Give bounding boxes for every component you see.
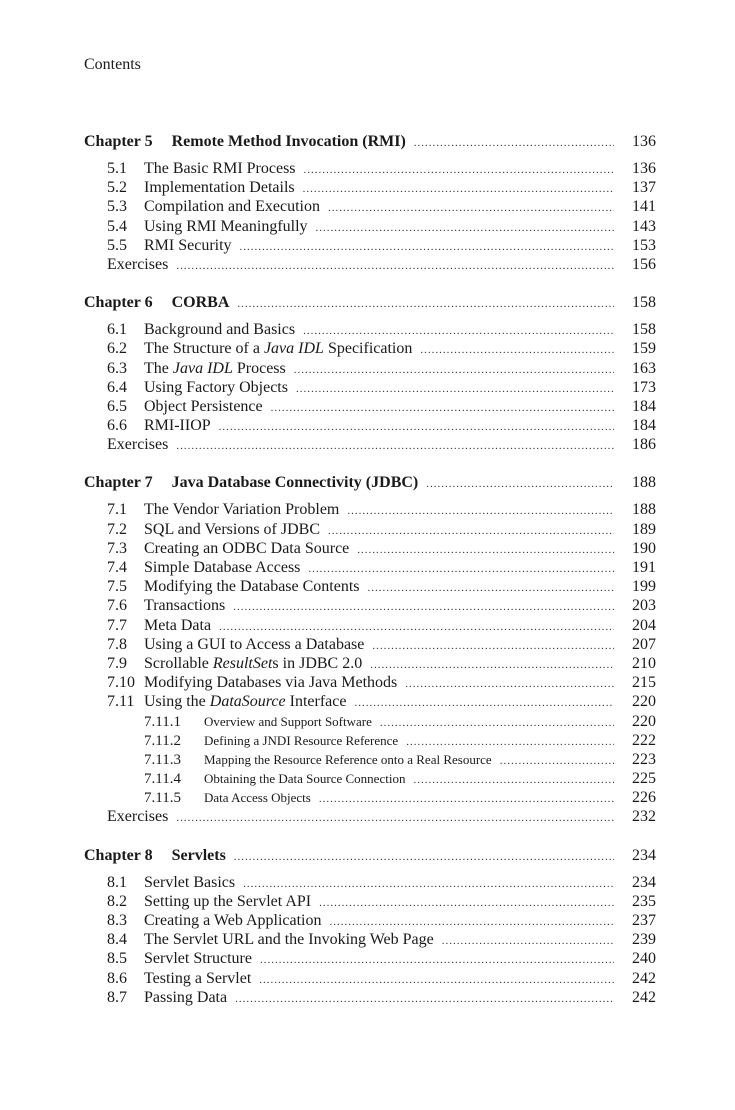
section-title-emphasis: ResultSet	[212, 654, 273, 672]
section-title: Using RMI Meaningfully	[144, 217, 308, 235]
section-number: 6.3	[107, 359, 127, 377]
page-number: 137	[632, 179, 656, 197]
chapter-title: CORBA	[171, 294, 230, 312]
dot-leader	[500, 752, 614, 771]
section-title-post: Process	[232, 359, 286, 377]
chapter-heading[interactable]	[84, 292, 656, 314]
section-number: 7.9	[107, 654, 127, 672]
dot-leader	[296, 380, 614, 399]
toc-entry[interactable]	[84, 500, 656, 519]
dot-leader	[240, 238, 614, 257]
section-title: Exercises	[107, 436, 169, 454]
page-number: 239	[632, 931, 656, 949]
section-title: RMI-IIOP	[144, 417, 211, 435]
section-title: Data Access Objects	[204, 790, 311, 806]
section-title: Testing a Servlet	[144, 969, 252, 987]
section-number: 7.11.2	[144, 732, 181, 749]
section-title: Obtaining the Data Source Connection	[204, 771, 406, 787]
section-title-post: Specification	[323, 340, 413, 358]
section-title: Compilation and Execution	[144, 198, 320, 216]
page-number: 220	[632, 693, 656, 711]
section-title: Setting up the Servlet API	[144, 892, 312, 910]
section-number: 7.3	[107, 539, 127, 557]
toc-entry[interactable]	[84, 731, 656, 750]
section-title: Transactions	[144, 597, 226, 615]
toc-entry[interactable]	[84, 539, 656, 558]
toc-entry[interactable]	[84, 558, 656, 577]
table-of-contents	[84, 131, 656, 1007]
section-title-pre: The Structure of a	[144, 340, 264, 358]
section-title: Background and Basics	[144, 321, 296, 339]
section-title: Modifying the Database Contents	[144, 578, 360, 596]
page-number: 223	[632, 750, 656, 768]
chapter-title: Remote Method Invocation (RMI)	[171, 133, 406, 150]
page-number: 199	[632, 578, 656, 596]
exercises-entry[interactable]	[84, 255, 656, 274]
page-number: 184	[632, 417, 656, 435]
page-number: 242	[632, 988, 656, 1006]
section-title: Passing Data	[144, 988, 228, 1006]
dot-leader	[304, 161, 614, 180]
toc-entry[interactable]	[84, 416, 656, 435]
section-title: Object Persistence	[144, 397, 263, 415]
toc-entry[interactable]	[84, 969, 656, 988]
section-title-post: Interface	[285, 693, 347, 711]
page-number: 234	[632, 873, 656, 891]
chapter-number: Chapter 5	[84, 133, 153, 150]
section-title: Using a GUI to Access a Database	[144, 635, 365, 653]
page-number: 240	[632, 950, 656, 968]
toc-entry[interactable]	[84, 949, 656, 968]
section-number: 7.11	[107, 693, 135, 711]
dot-leader	[237, 293, 614, 315]
page-number: 225	[632, 770, 656, 788]
section-title	[144, 654, 362, 673]
section-title-emphasis: DataSource	[209, 693, 286, 711]
page-number: 136	[632, 133, 656, 150]
section-title-emphasis: Java IDL	[172, 359, 233, 377]
page-number: 242	[632, 969, 656, 987]
section-title: Overview and Support Software	[204, 713, 372, 729]
dot-leader	[442, 932, 614, 951]
toc-entry[interactable]	[84, 339, 656, 358]
toc-entry[interactable]	[84, 635, 656, 654]
toc-entry[interactable]	[84, 577, 656, 596]
dot-leader	[414, 132, 614, 154]
toc-entry[interactable]	[84, 359, 656, 378]
dot-leader	[413, 771, 614, 790]
page-number: 186	[632, 436, 656, 454]
chapter-title: Java Database Connectivity (JDBC)	[171, 474, 419, 492]
toc-entry[interactable]	[84, 873, 656, 892]
section-number: 5.5	[107, 236, 127, 254]
chapter-title: Servlets	[171, 846, 226, 864]
dot-leader	[347, 502, 614, 521]
chapter-heading[interactable]	[84, 131, 656, 153]
section-title: SQL and Versions of JDBC	[144, 520, 321, 538]
dot-leader	[235, 990, 614, 1009]
page-number: 204	[632, 616, 656, 634]
section-title: Defining a JNDI Resource Reference	[204, 732, 399, 748]
dot-leader	[372, 637, 614, 656]
toc-entry[interactable]	[84, 788, 656, 807]
toc-entry[interactable]	[84, 178, 656, 197]
section-title: RMI Security	[144, 236, 232, 254]
page-number: 203	[632, 597, 656, 615]
section-title: Exercises	[107, 255, 169, 273]
dot-leader	[316, 219, 614, 238]
section-number: 7.5	[107, 578, 127, 596]
section-number: 8.1	[107, 873, 127, 891]
dot-leader	[219, 418, 614, 437]
section-title: Using Factory Objects	[144, 378, 288, 396]
section-number: 7.7	[107, 616, 127, 634]
exercises-entry[interactable]	[84, 435, 656, 454]
section-title: The Basic RMI Process	[144, 160, 296, 177]
section-number: 8.7	[107, 988, 127, 1006]
chapter-heading[interactable]	[84, 845, 656, 867]
toc-entry[interactable]	[84, 397, 656, 416]
section-title: Exercises	[107, 808, 169, 826]
page-number: 153	[632, 236, 656, 254]
page-number: 207	[632, 635, 656, 653]
section-title: Mapping the Resource Reference onto a Real Resource	[204, 751, 492, 767]
section-title: The Servlet URL and the Invoking Web Page	[144, 931, 434, 949]
dot-leader	[370, 656, 614, 675]
section-number: 8.3	[107, 912, 127, 929]
toc-entry[interactable]	[84, 520, 656, 539]
section-title: Servlet Structure	[144, 950, 252, 968]
section-title: The Vendor Variation Problem	[144, 501, 340, 519]
dot-leader	[319, 790, 614, 809]
page-number: 189	[632, 520, 656, 538]
section-title: Creating a Web Application	[144, 912, 322, 929]
section-number: 6.5	[107, 397, 127, 415]
toc-entry[interactable]	[84, 616, 656, 635]
section-number: 8.4	[107, 931, 127, 949]
page-number: 188	[632, 501, 656, 519]
section-title: Simple Database Access	[144, 559, 301, 576]
toc-entry[interactable]	[84, 236, 656, 255]
page-number: 136	[632, 160, 656, 177]
section-title: Servlet Basics	[144, 873, 236, 891]
page-number: 232	[632, 808, 656, 826]
page-number: 191	[632, 559, 656, 576]
toc-entry[interactable]	[84, 673, 656, 692]
section-number: 6.1	[107, 321, 127, 339]
toc-entry[interactable]	[84, 378, 656, 397]
toc-entry[interactable]	[84, 217, 656, 236]
page-number: 234	[632, 846, 656, 864]
section-number: 7.11.5	[144, 790, 181, 807]
toc-entry[interactable]	[84, 654, 656, 673]
toc-entry[interactable]	[84, 930, 656, 949]
page-number: 210	[632, 654, 656, 672]
toc-entry[interactable]	[84, 911, 656, 930]
page-number: 159	[632, 340, 656, 358]
dot-leader	[328, 199, 614, 218]
page-number: 235	[632, 892, 656, 910]
toc-entry[interactable]	[84, 320, 656, 339]
toc-entry[interactable]	[84, 596, 656, 615]
dot-leader	[426, 473, 614, 495]
dot-leader	[233, 598, 614, 617]
chapter-gap	[84, 274, 656, 292]
section-number: 8.6	[107, 969, 127, 987]
dot-leader	[294, 361, 614, 380]
section-title-pre: Using the	[144, 693, 210, 711]
chapter-heading[interactable]	[84, 472, 656, 494]
chapter-number: Chapter 7	[84, 474, 153, 492]
section-number: 7.11.1	[144, 713, 181, 730]
dot-leader	[328, 522, 614, 541]
toc-entry[interactable]	[84, 750, 656, 769]
dot-leader	[234, 846, 614, 868]
page-number: 188	[632, 474, 656, 492]
dot-leader	[405, 675, 614, 694]
section-number: 7.10	[107, 674, 135, 692]
page-number: 184	[632, 397, 656, 415]
toc-entry[interactable]	[84, 692, 656, 711]
dot-leader	[176, 437, 614, 456]
page-number: 143	[632, 217, 656, 235]
section-title-post: s in JDBC 2.0	[272, 654, 363, 672]
dot-leader	[303, 180, 614, 199]
section-number: 6.2	[107, 340, 127, 358]
running-head: Contents	[84, 56, 141, 73]
section-title	[144, 339, 412, 358]
page-number: 215	[632, 674, 656, 692]
section-number: 6.6	[107, 417, 127, 435]
page-number: 158	[632, 294, 656, 312]
dot-leader	[176, 809, 614, 828]
page-number: 156	[632, 255, 656, 273]
dot-leader	[319, 894, 614, 913]
section-number: 5.3	[107, 198, 127, 216]
chapter-gap	[84, 454, 656, 472]
section-title-emphasis: Java IDL	[263, 340, 324, 358]
page-number: 226	[632, 789, 656, 807]
page-number: 158	[632, 321, 656, 339]
section-title: Modifying Databases via Java Methods	[144, 674, 398, 692]
section-number: 5.4	[107, 217, 127, 235]
section-title	[144, 359, 286, 378]
toc-entry[interactable]	[84, 159, 656, 178]
toc-entry[interactable]	[84, 712, 656, 731]
dot-leader	[271, 399, 614, 418]
section-number: 7.2	[107, 520, 127, 538]
section-title-pre: The	[144, 359, 173, 377]
section-number: 7.11.3	[144, 751, 181, 768]
exercises-entry[interactable]	[84, 807, 656, 826]
section-number: 7.1	[107, 501, 127, 519]
dot-leader	[368, 579, 614, 598]
page-number: 190	[632, 539, 656, 557]
page-number: 163	[632, 359, 656, 377]
chapter-number: Chapter 6	[84, 294, 153, 312]
page-number: 220	[632, 712, 656, 730]
page-number: 237	[632, 912, 656, 929]
dot-leader	[380, 714, 614, 733]
section-number: 7.11.4	[144, 771, 181, 788]
page-number: 222	[632, 731, 656, 749]
section-title: Meta Data	[144, 616, 212, 634]
section-title-pre: Scrollable	[144, 654, 213, 672]
dot-leader	[420, 341, 614, 360]
toc-entry[interactable]	[84, 988, 656, 1007]
section-number: 7.6	[107, 597, 127, 615]
dot-leader	[354, 694, 614, 713]
section-number: 5.1	[107, 160, 127, 177]
section-number: 7.8	[107, 635, 127, 653]
chapter-number: Chapter 8	[84, 846, 153, 864]
section-number: 8.5	[107, 950, 127, 968]
section-number: 5.2	[107, 179, 127, 197]
dot-leader	[176, 257, 614, 276]
toc-entry[interactable]	[84, 769, 656, 788]
section-number: 8.2	[107, 892, 127, 910]
section-title: Creating an ODBC Data Source	[144, 539, 350, 557]
section-number: 6.4	[107, 378, 127, 396]
toc-entry[interactable]	[84, 892, 656, 911]
page-number: 141	[632, 198, 656, 216]
dot-leader	[260, 951, 614, 970]
section-title: Implementation Details	[144, 179, 295, 197]
dot-leader	[357, 541, 614, 560]
chapter-gap	[84, 827, 656, 845]
toc-entry[interactable]	[84, 197, 656, 216]
section-title	[144, 692, 346, 711]
section-number: 7.4	[107, 559, 127, 576]
dot-leader	[259, 971, 614, 990]
page-number: 173	[632, 378, 656, 396]
